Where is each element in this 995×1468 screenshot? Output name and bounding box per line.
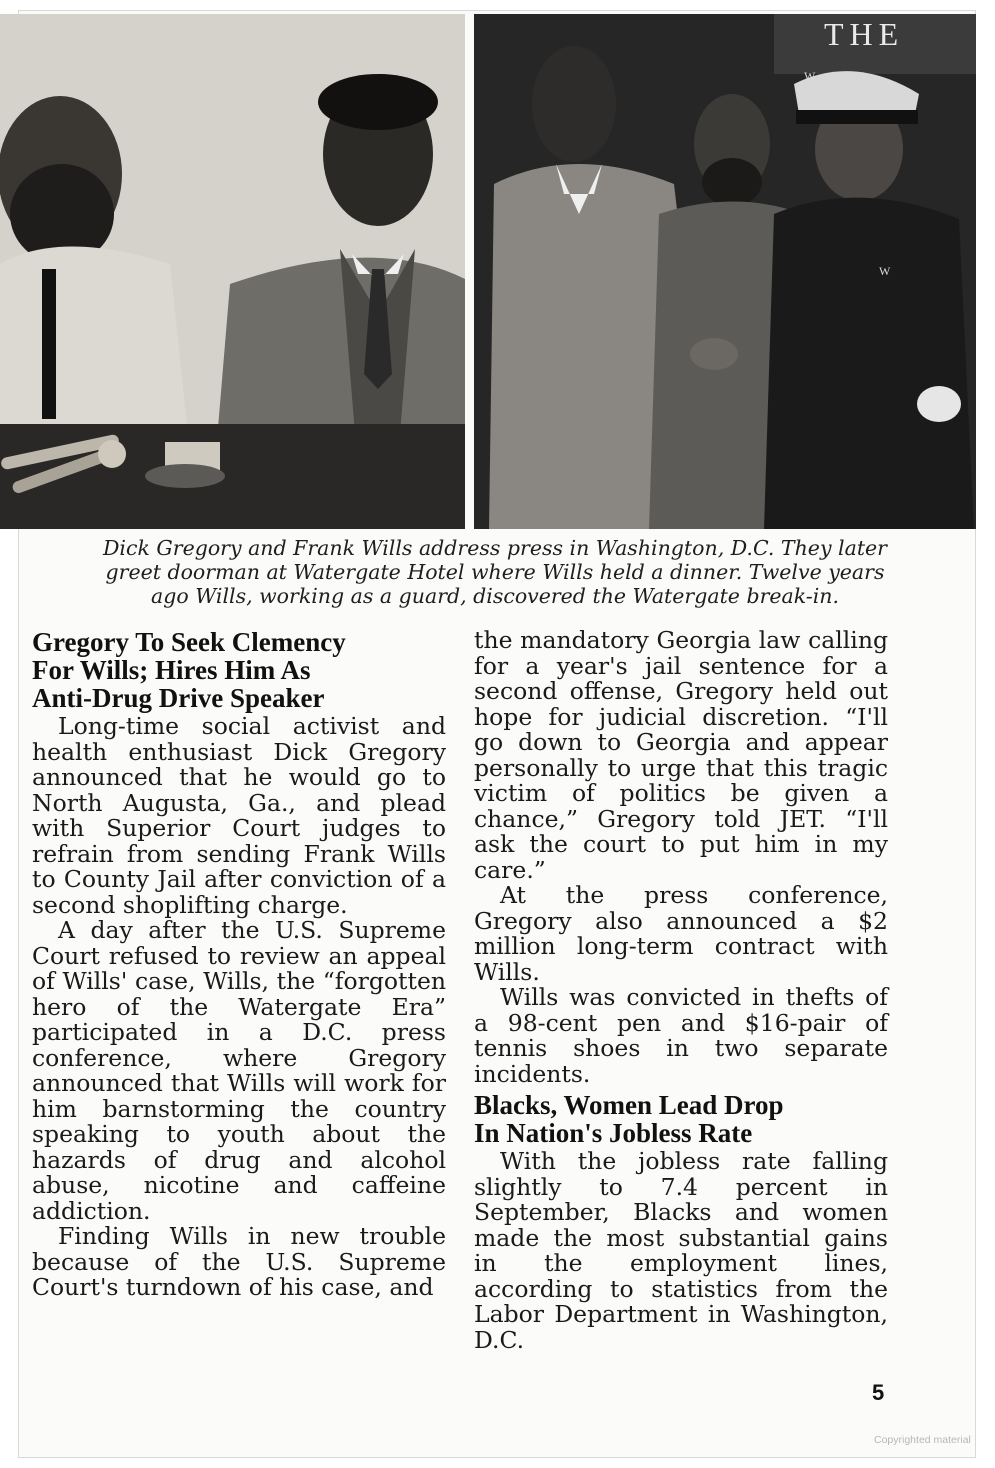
caption-line-1: Dick Gregory and Frank Wills address press in Washington, D.C. They later xyxy=(103,536,887,560)
left-column xyxy=(32,628,446,1301)
copyright-notice: Copyrighted material xyxy=(874,1434,971,1446)
article1-paragraph-3: Finding Wills in new trouble because of the U.S. Supreme Court's turndown of his case, and xyxy=(32,1222,446,1301)
article1-paragraph-1: Long-time social activist and health enthusiast Dick Gregory announced that he would go to North Augusta, Ga., and plead with Superior Court judges to refrain from sending Frank Wills to County Jail after conviction of a second shoplifting charge. xyxy=(32,712,446,919)
cap-badge: W xyxy=(804,69,816,83)
article1-headline-line-3: Anti-Drug Drive Speaker xyxy=(32,683,325,713)
article1-paragraph-5: Wills was convicted in thefts of a 98-cent pen and $16-pair of tennis shoes in two separate incidents. xyxy=(474,983,888,1088)
article1-headline xyxy=(32,628,446,712)
caption-line-2: greet doorman at Watergate Hotel where Wills held a dinner. Twelve years xyxy=(105,560,885,584)
article1-paragraph-3-continued: the mandatory Georgia law calling for a year's jail sentence for a second offense, Gregory held out hope for judicial discretion. “I'll go down to Georgia and appear personally to urge that this tragic victim of politics be given a chance,” Gregory told JET. “I'll ask the court to put him in my care.” xyxy=(474,626,888,884)
press-conference-illustration xyxy=(0,14,465,529)
doorman-illustration xyxy=(474,14,976,529)
photo-caption xyxy=(30,536,960,608)
article1-headline-line-2: For Wills; Hires Him As xyxy=(32,655,311,685)
article1-paragraph-2: A day after the U.S. Supreme Court refused to review an appeal of Wills' case, Wills, the “forgotten hero of the Watergate Era” participated in a D.C. press conference, where Gregory announced that Wills will work for him barnstorming the country speaking to youth about the hazards of drug and alcohol abuse, nicotine and caffeine addiction. xyxy=(32,916,446,1225)
watergate-doorman-photo xyxy=(474,14,976,529)
article2-headline xyxy=(474,1091,888,1147)
article2-headline-line-1: Blacks, Women Lead Drop xyxy=(474,1090,784,1120)
article1-headline-line-1: Gregory To Seek Clemency xyxy=(32,627,346,657)
press-conference-photo xyxy=(0,14,465,529)
article2-paragraph-1: With the jobless rate falling slightly to 7.4 percent in September, Blacks and women made the most substantial gains in the employment lines, according to statistics from the Labor Department in Washington, D.C. xyxy=(474,1147,888,1354)
page-number: 5 xyxy=(872,1380,885,1405)
article1-paragraph-4: At the press conference, Gregory also announced a $2 million long-term contract with Wills. xyxy=(474,881,888,986)
caption-line-3: ago Wills, working as a guard, discovered the Watergate break-in. xyxy=(151,584,839,608)
right-column xyxy=(474,628,888,1353)
hotel-sign-text: THE xyxy=(824,16,905,52)
lapel-badge: W xyxy=(879,264,891,278)
article2-headline-line-2: In Nation's Jobless Rate xyxy=(474,1118,753,1148)
